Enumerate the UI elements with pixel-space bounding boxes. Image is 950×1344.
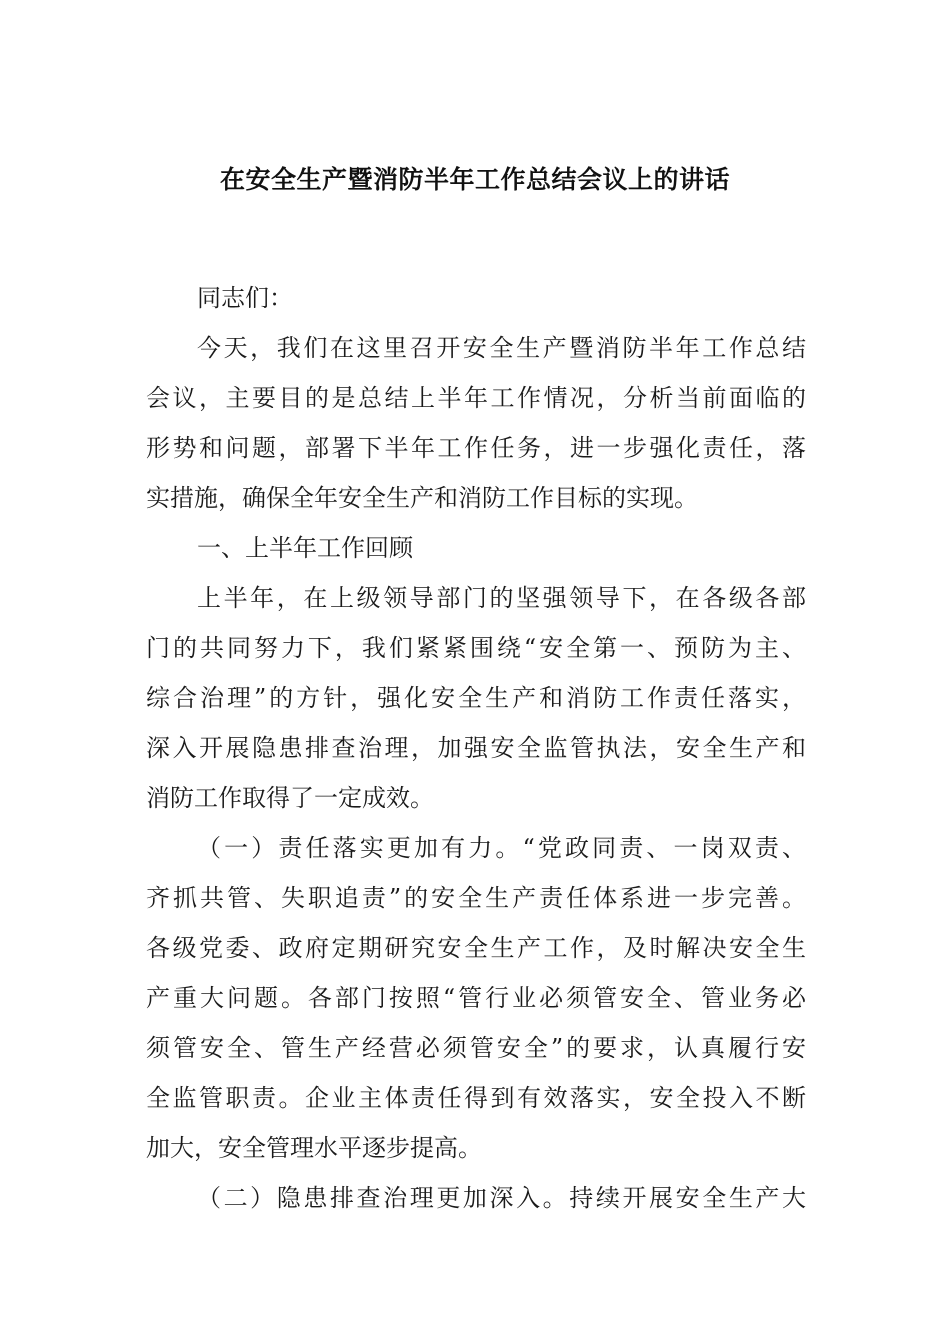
- paragraph-line: 消防工作取得了一定成效。: [146, 784, 434, 812]
- paragraph-line: 深入开展隐患排查治理，加强安全监管执法，安全生产和: [146, 734, 806, 762]
- paragraph-line: 加大，安全管理水平逐步提高。: [146, 1134, 482, 1162]
- paragraph-line: 各级党委、政府定期研究安全生产工作，及时解决安全生: [146, 934, 806, 962]
- paragraph-line: （二）隐患排查治理更加深入。持续开展安全生产大: [197, 1184, 806, 1212]
- salutation: 同志们：: [197, 284, 293, 312]
- paragraph-line: 上半年，在上级领导部门的坚强领导下，在各级各部: [197, 584, 806, 612]
- paragraph-line: 综合治理”的方针，强化安全生产和消防工作责任落实，: [146, 684, 806, 712]
- paragraph-line: 齐抓共管、失职追责”的安全生产责任体系进一步完善。: [146, 884, 806, 912]
- paragraph-line: 今天，我们在这里召开安全生产暨消防半年工作总结: [197, 334, 806, 362]
- paragraph-line: 须管安全、管生产经营必须管安全”的要求，认真履行安: [146, 1034, 806, 1062]
- paragraph-line: 全监管职责。企业主体责任得到有效落实，安全投入不断: [146, 1084, 806, 1112]
- paragraph-line: 产重大问题。各部门按照“管行业必须管安全、管业务必: [146, 984, 806, 1012]
- document-title: 在安全生产暨消防半年工作总结会议上的讲话: [219, 165, 730, 194]
- paragraph-line: 形势和问题，部署下半年工作任务，进一步强化责任，落: [146, 434, 806, 462]
- section-heading: 一、上半年工作回顾: [197, 534, 413, 562]
- paragraph-line: 门的共同努力下，我们紧紧围绕“安全第一、预防为主、: [146, 634, 806, 662]
- paragraph-line: （一）责任落实更加有力。“党政同责、一岗双责、: [197, 834, 806, 862]
- paragraph-line: 实措施，确保全年安全生产和消防工作目标的实现。: [146, 484, 698, 512]
- document-body: [146, 273, 806, 1223]
- paragraph-line: 会议，主要目的是总结上半年工作情况，分析当前面临的: [146, 384, 806, 412]
